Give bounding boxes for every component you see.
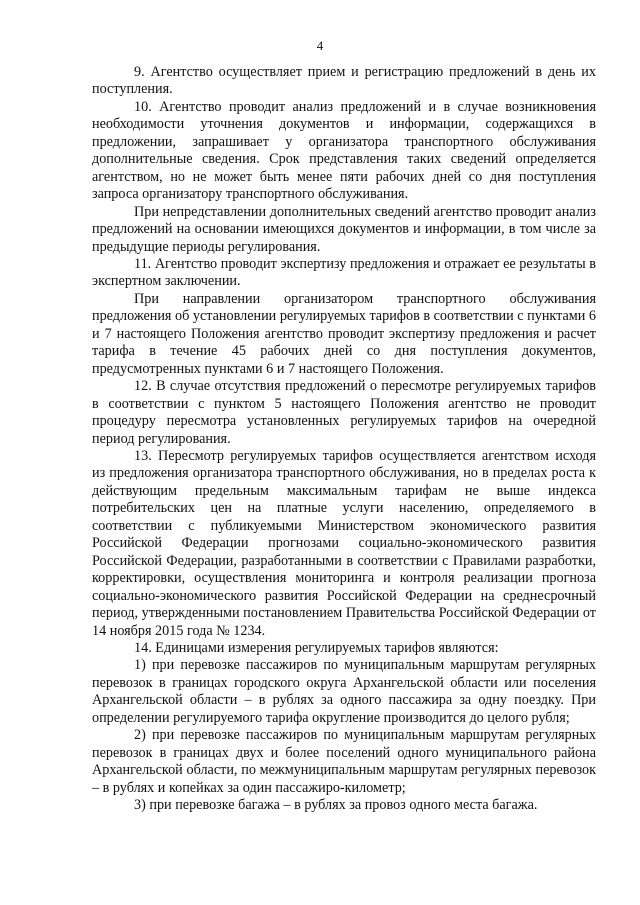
paragraph-item-10: 10. Агентство проводит анализ предложений и в случае возникновения необходимости уточнения документов и информации, содержащихся в предложении, запрашивает у организатора транспортного обслуживания дополнительные сведения. Срок представления таких сведений определяется агентством, но не может быть менее пяти рабочих дней со дня поступления запроса организатору транспортного обслуживания.: [92, 98, 596, 203]
paragraph-item-13: 13. Пересмотр регулируемых тарифов осуществляется агентством исходя из предложения организатора транспортного обслуживания, но в пределах роста к действующим предельным максимальным тарифам не выше индекса потребительских цен на платные услуги населению, определяемого в соответствии с публикуемыми Министерством экономического развития Российской Федерации прогнозами социально-экономического развития Российской Федерации, разработанными в соответствии с Правилами разработки, корректировки, осуществления мониторинга и контроля реализации прогноза социально-экономического развития Российской Федерации на среднесрочный период, утвержденными постановлением Правительства Российской Федерации от 14 ноября 2015 года № 1234.: [92, 447, 596, 639]
document-body: [92, 64, 596, 814]
paragraph-item-12: 12. В случае отсутствия предложений о пересмотре регулируемых тарифов в соответствии с пунктом 5 настоящего Положения агентство не проводит процедуру пересмотра установленных регулируемых тарифов на очередной период регулирования.: [92, 378, 596, 447]
paragraph-item-14: 14. Единицами измерения регулируемых тарифов являются:: [134, 639, 499, 656]
paragraph-item-11: 11. Агентство проводит экспертизу предложения и отражает ее результаты в экспертном заключении.: [92, 255, 596, 290]
page-number: 4: [316, 38, 324, 53]
paragraph-item-11-continued: При направлении организатором транспортного обслуживания предложения об установлении регулируемых тарифов в соответствии с пунктами 6 и 7 настоящего Положения агентство проводит экспертизу предложения и расчет тарифа в течение 45 рабочих дней со дня поступления документов, предусмотренных пунктами 6 и 7 настоящего Положения.: [92, 290, 596, 377]
paragraph-subitem-2: 2) при перевозке пассажиров по муниципальным маршрутам регулярных перевозок в границах двух и более поселений одного муниципального района Архангельской области, по межмуниципальным маршрутам регулярных перевозок – в рублях и копейках за один пассажиро-километр;: [92, 727, 596, 796]
paragraph-item-9: 9. Агентство осуществляет прием и регистрацию предложений в день их поступления.: [92, 64, 596, 98]
paragraph-item-10-continued: При непредставлении дополнительных сведений агентство проводит анализ предложений на основании имеющихся документов и информации, в том числе за предыдущие периоды регулирования.: [92, 203, 596, 255]
paragraph-subitem-1: 1) при перевозке пассажиров по муниципальным маршрутам регулярных перевозок в границах городского округа Архангельской области или поселения Архангельской области – в рублях за одного пассажира за одну поездку. При определении регулируемого тарифа округление производится до целого рубля;: [92, 657, 596, 726]
paragraph-subitem-3: 3) при перевозке багажа – в рублях за провоз одного места багажа.: [134, 797, 538, 814]
